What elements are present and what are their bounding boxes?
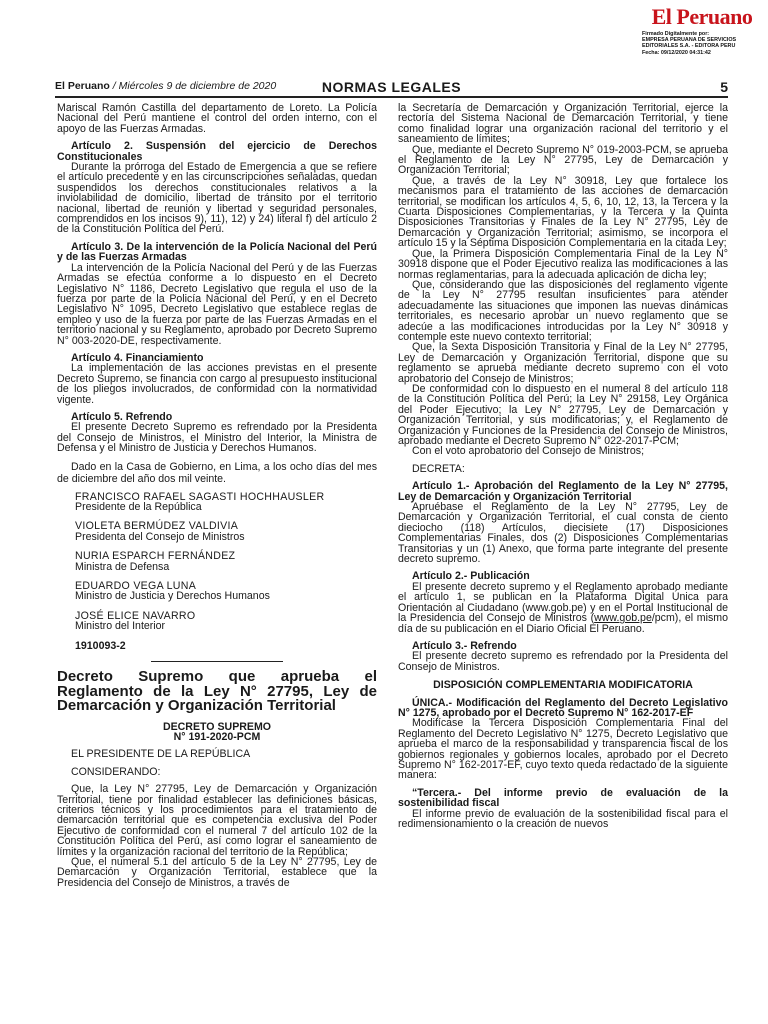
paragraph: El presente Decreto Supremo es refrendado por la Presidenta del Consejo de Ministros, el Ministro del Interior, la Ministra de Defensa y el Ministro de Justicia y Derechos Humanos. bbox=[57, 421, 377, 455]
page-number: 5 bbox=[720, 79, 728, 95]
signatory-name: NURIA ESPARCH FERNÁNDEZ bbox=[75, 550, 236, 563]
paragraph: Que, la Sexta Disposición Transitoria y Final de la Ley N° 27795, Ley de Demarcación y Organización Territorial, dispone que su reglamento se aprueba mediante decreto supremo con el voto aprobatorio del Consejo de Ministros; bbox=[398, 341, 728, 385]
paragraph: Que, la Primera Disposición Complementaria Final de la Ley N° 30918 dispone que el Poder Ejecutivo realiza las modificaciones a las normas reglamentarias, para la adecuada aplicación de dicha ley; bbox=[398, 247, 728, 281]
decree-number bbox=[57, 722, 377, 743]
signature-line: Fecha: 09/12/2020 04:31:42 bbox=[642, 49, 711, 56]
article-heading: ÚNICA.- Modificación del Reglamento del Decreto Legislativo N° 1275, aprobado por el Decreto Supremo N° 162-2017-EF bbox=[398, 696, 728, 719]
signatory-role: Ministro de Justicia y Derechos Humanos bbox=[75, 590, 270, 603]
paragraph: Que, considerando que las disposiciones del reglamento vigente de la Ley N° 27795 resultan insuficientes para atender adecuadamente las situaciones que imponen las nuevas dinámicas territoriales, es necesario aprobar un nuevo reglamento que se adecúe a las modificaciones introducidas por la Ley N° 30918 y contemple este nuevo contexto territorial; bbox=[398, 278, 728, 343]
signatory-name: JOSÉ ELICE NAVARRO bbox=[75, 609, 196, 622]
signatory-role: Ministra de Defensa bbox=[75, 560, 170, 573]
paragraph: De conformidad con lo dispuesto en el numeral 8 del artículo 118 de la Constitución Política del Perú; la Ley N° 29158, Ley Orgánica del Poder Ejecutivo; la Ley N° 27795, Ley de Demarcación y Organización Territorial, y sus modificatorias; y, el Reglamento de Organización y Funciones de la Presidencia del Consejo de Ministros, aprobado mediante el Decreto Supremo N° 022-2017-PCM; bbox=[398, 382, 728, 447]
given-clause: Dado en la Casa de Gobierno, en Lima, a los ocho días del mes de diciembre del año dos mil veinte. bbox=[57, 460, 377, 485]
signatory-role: Presidente de la República bbox=[75, 501, 202, 513]
signatory bbox=[75, 551, 377, 572]
signatory-role: Ministro del Interior bbox=[75, 620, 166, 633]
decree-code: N° 191-2020-PCM bbox=[173, 730, 261, 743]
text-span: El presente decreto supremo y el Reglamento aprobado mediante el artículo 1, se publican en la Plataforma Digital Única para Orientación al Ciudadano (www.gob.pe) y en el Portal Institucional de la Presidencia del Consejo de Ministros ( bbox=[398, 580, 728, 625]
separator-rule bbox=[151, 661, 283, 662]
running-header bbox=[55, 79, 728, 95]
paragraph: Apruébase el Reglamento de la Ley N° 27795, Ley de Demarcación y Organización Territorial, el cual consta de ciento dieciocho (118) Artículos, diecisiete (17) Disposiciones Complementarias Finales, dos (2) Disposiciones Complementarias Transitorias y un (1) Anexo, que forma parte integrante del presente decreto supremo. bbox=[398, 501, 728, 566]
article-heading: Artículo 4. Financiamiento bbox=[71, 351, 204, 364]
paragraph: Mariscal Ramón Castilla del departamento de Loreto. La Policía Nacional del Perú mantiene el control del orden interno, con el apoyo de las Fuerzas Armadas. bbox=[57, 102, 377, 135]
publication-code: 1910093-2 bbox=[75, 639, 126, 652]
decree-title: Decreto Supremo que aprueba el Reglamento de la Ley N° 27795, Ley de Demarcación y Organización Territorial bbox=[57, 668, 377, 715]
article-heading: “Tercera.- Del informe previo de evaluación de la sostenibilidad fiscal bbox=[398, 786, 728, 810]
paragraph: Que, la Ley N° 27795, Ley de Demarcación y Organización Territorial, tiene por finalidad establecer las definiciones básicas, criterios técnicos y los procedimientos para el tratamiento de demarcación territorial que es competencia exclusiva del Poder Ejecutivo de conformidad con el numeral 7 del artículo 102 de la Constitución Política del Perú, así como lograr el saneamiento de límites y la organización racional del territorio de la República; bbox=[57, 783, 377, 858]
paragraph: El presente decreto supremo es refrendado por la Presidenta del Consejo de Ministros. bbox=[398, 650, 728, 673]
masthead bbox=[0, 0, 768, 104]
paragraph: La intervención de la Policía Nacional del Perú y de las Fuerzas Armadas se efectúa conforme a lo dispuesto en el Decreto Legislativo N° 1186, Decreto Legislativo que regula el uso de la fuerza por parte de la Policía Nacional del Perú, y en el Decreto Legislativo N° 1095, Decreto Legislativo que establece reglas de empleo y uso de la fuerza por parte de las Fuerzas Armadas en el territorio nacional y su Reglamento, aprobado por Decreto Supremo N° 003-2020-DE, respectivamente. bbox=[57, 261, 377, 347]
pcm-link[interactable]: www.gob.pe bbox=[594, 612, 652, 625]
paragraph: El informe previo de evaluación de la sostenibilidad fiscal para el redimensionamiento o la creación de nuevos bbox=[398, 807, 728, 830]
paragraph bbox=[398, 582, 728, 634]
el-peruano-logo: El Peruano bbox=[651, 4, 753, 29]
signatory-role: Presidenta del Consejo de Ministros bbox=[75, 530, 245, 543]
article-heading: Artículo 3.- Refrendo bbox=[412, 639, 517, 652]
digital-signature bbox=[642, 31, 766, 56]
signatory-name: VIOLETA BERMÚDEZ VALDIVIA bbox=[75, 520, 239, 533]
paragraph: Que, mediante el Decreto Supremo N° 019-2003-PCM, se aprueba el Reglamento de la Ley N° 27795, Ley de Demarcación y Organización Territorial; bbox=[398, 143, 728, 177]
header-date-text: / Miércoles 9 de diciembre de 2020 bbox=[112, 80, 277, 92]
paragraph: Con el voto aprobatorio del Consejo de Ministros; bbox=[412, 445, 645, 458]
president-line: EL PRESIDENTE DE LA REPÚBLICA bbox=[71, 748, 251, 761]
article-heading: Artículo 5. Refrendo bbox=[71, 410, 173, 423]
signatory bbox=[75, 581, 377, 602]
decree-label: DECRETO SUPREMO bbox=[162, 720, 272, 733]
header-brand: El Peruano bbox=[55, 80, 110, 92]
signature-line: EDITORIALES S.A. - EDITORA PERU bbox=[642, 43, 736, 50]
signatory bbox=[75, 492, 377, 513]
considerando-label: CONSIDERANDO: bbox=[71, 765, 161, 778]
signatory bbox=[75, 521, 377, 542]
article-heading: Artículo 3. De la intervención de la Policía Nacional del Perú y de las Fuerzas Armadas bbox=[57, 240, 377, 264]
paragraph: Durante la prórroga del Estado de Emergencia a que se refiere el artículo precedente y en las circunscripciones señaladas, quedan suspendidos los derechos constitucionales relativos a la inviolabilidad de domicilio, libertad de tránsito por el territorio nacional, libertad de reunión y libertad y seguridad personales, comprendidos en los incisos 9), 11), 12) y 24) literal f) del artículo 2 de la Constitución Política del Perú. bbox=[57, 161, 377, 236]
text-span: /pcm), el mismo día de su publicación en el Diario Oficial El Peruano. bbox=[398, 612, 728, 635]
section-title: NORMAS LEGALES bbox=[321, 79, 462, 95]
header-rule bbox=[55, 96, 728, 98]
signatory bbox=[75, 611, 377, 632]
paragraph: la Secretaría de Demarcación y Organización Territorial, ejerce la rectoría del Sistema Nacional de Demarcación Territorial, y tiene como finalidad lograr una organización racional del territorio y el saneamiento de límites; bbox=[398, 102, 728, 146]
signature-line: EMPRESA PERUANA DE SERVICIOS bbox=[642, 37, 737, 44]
paragraph: Que, a través de la Ley N° 30918, Ley que fortalece los mecanismos para el tratamiento de las acciones de demarcación territorial, se modifican los artículos 4, 5, 6, 10, 12, 13, la Tercera y la Cuarta Disposiciones Complementarias, y la Tercera y la Quinta Disposiciones Transitorias y Finales de la Ley N° 27795, Ley de Demarcación y Organización Territorial; asimismo, se incorpora el artículo 15 y la Séptima Disposición Complementaria en la citada Ley; bbox=[398, 174, 728, 250]
paragraph: Modifícase la Tercera Disposición Complementaria Final del Reglamento del Decreto Legislativo N° 1275, Decreto Legislativo que aprueba el marco de la responsabilidad y transparencia fiscal de los gobiernos regionales y gobiernos locales, aprobado por el Decreto Supremo N° 162-2017-EF, cuyo texto queda redactado de la siguiente manera: bbox=[398, 717, 728, 782]
article-heading: Artículo 1.- Aprobación del Reglamento de la Ley N° 27795, Ley de Demarcación y Organización Territorial bbox=[398, 480, 728, 503]
signatory-name: FRANCISCO RAFAEL SAGASTI HOCHHAUSLER bbox=[75, 490, 325, 503]
left-column bbox=[57, 103, 377, 888]
signatory-name: EDUARDO VEGA LUNA bbox=[75, 580, 197, 593]
article-heading: Artículo 2.- Publicación bbox=[412, 570, 530, 583]
article-heading: Artículo 2. Suspensión del ejercicio de Derechos Constitucionales bbox=[57, 140, 377, 163]
paragraph: La implementación de las acciones previstas en el presente Decreto Supremo, se financia con cargo al presupuesto institucional de los pliegos involucrados, de conformidad con la normatividad vigente. bbox=[57, 362, 377, 406]
section-heading: DISPOSICIÓN COMPLEMENTARIA MODIFICATORIA bbox=[433, 679, 693, 692]
signature-line: Firmado Digitalmente por: bbox=[642, 31, 710, 37]
paragraph: Que, el numeral 5.1 del artículo 5 de la Ley N° 27795, Ley de Demarcación y Organización Territorial, establece que la Presidencia del Consejo de Ministros, a través de bbox=[57, 856, 377, 889]
decreta-label: DECRETA: bbox=[412, 462, 465, 475]
right-column bbox=[398, 103, 728, 829]
